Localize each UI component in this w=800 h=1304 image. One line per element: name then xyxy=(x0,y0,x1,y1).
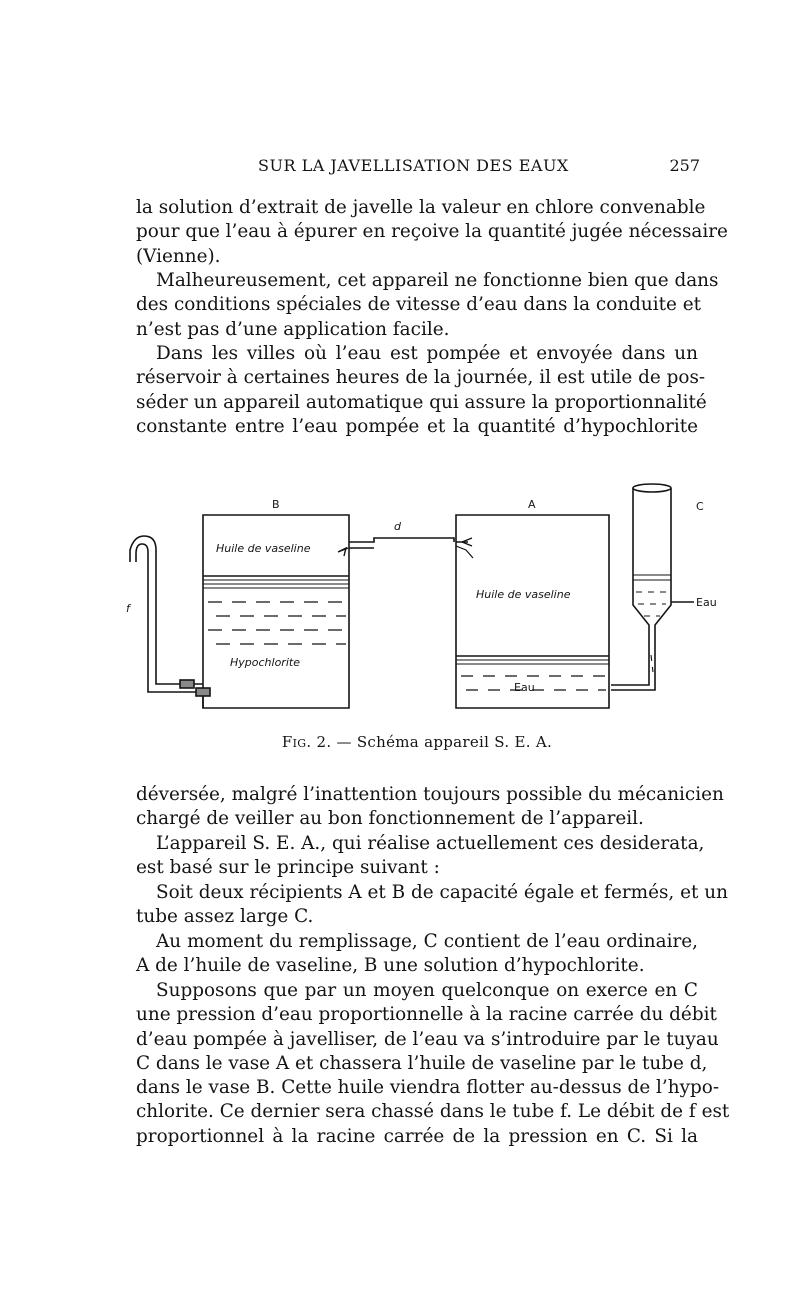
text-line: constante entre l’eau pompée et la quantité d’hypochlorite xyxy=(136,415,698,437)
label-hypochlorite: Hypochlorite xyxy=(230,656,300,669)
text-line: chargé de veiller au bon fonctionnement de l’appareil. xyxy=(136,808,644,830)
text-line: dans le vase B. Cette huile viendra flotter au-dessus de l’hypo- xyxy=(136,1077,720,1099)
text-line: est basé sur le principe suivant : xyxy=(136,857,440,879)
paragraph-6 xyxy=(136,881,728,930)
tube-c xyxy=(611,488,671,690)
text-line: A de l’huile de vaseline, B une solution d’hypochlorite. xyxy=(136,955,645,977)
running-header xyxy=(136,156,700,180)
text-line: déversée, malgré l’inattention toujours possible du mécanicien xyxy=(136,784,724,805)
text-line: chlorite. Ce dernier sera chassé dans le tube f. Le débit de f est xyxy=(136,1101,730,1123)
tube-d xyxy=(349,538,468,548)
paragraph-2 xyxy=(136,269,719,342)
label-eau-c: Eau xyxy=(696,596,717,609)
text-line: (Vienne). xyxy=(136,245,221,267)
label-b: B xyxy=(272,498,280,511)
paragraph-5 xyxy=(136,832,705,881)
label-c: C xyxy=(696,500,704,513)
paragraph-8 xyxy=(136,979,730,1149)
label-d: d xyxy=(394,520,401,533)
paragraph-1 xyxy=(136,196,728,269)
label-eau-a: Eau xyxy=(514,681,535,694)
caption-prefix: Fig. 2. xyxy=(281,733,332,751)
text-line: Dans les villes où l’eau est pompée et envoyée dans un xyxy=(156,343,698,364)
paragraph-4 xyxy=(136,783,724,832)
tube-f xyxy=(130,536,203,692)
text-line: n’est pas d’une application facile. xyxy=(136,318,450,340)
apparatus-diagram xyxy=(116,480,726,735)
text-line: L’appareil S. E. A., qui réalise actuellement ces desiderata, xyxy=(156,833,705,854)
caption-text: — Schéma appareil S. E. A. xyxy=(331,733,553,751)
text-line: pour que l’eau à épurer en reçoive la quantité jugée nécessaire xyxy=(136,221,728,243)
label-a: A xyxy=(528,498,536,511)
label-f: f xyxy=(126,602,130,615)
running-title: SUR LA JAVELLISATION DES EAUX xyxy=(258,156,569,175)
label-huile-a: Huile de vaseline xyxy=(476,588,571,601)
text-line: proportionnel à la racine carrée de la pression en C. Si la xyxy=(136,1125,698,1147)
text-line: tube assez large C. xyxy=(136,906,314,928)
text-line: Soit deux récipients A et B de capacité égale et fermés, et un xyxy=(156,882,728,903)
text-line: la solution d’extrait de javelle la valeur en chlore convenable xyxy=(136,197,706,218)
text-line: une pression d’eau proportionnelle à la racine carrée du débit xyxy=(136,1004,717,1026)
text-line: séder un appareil automatique qui assure la proportionnalité xyxy=(136,391,707,413)
apparatus-svg xyxy=(116,480,726,735)
text-line: des conditions spéciales de vitesse d’eau dans la conduite et xyxy=(136,294,702,316)
page-number: 257 xyxy=(669,156,700,175)
text-line: d’eau pompée à javelliser, de l’eau va s’introduire par le tuyau xyxy=(136,1028,719,1050)
paragraph-3 xyxy=(136,342,707,439)
text-line: C dans le vase A et chassera l’huile de vaseline par le tube d, xyxy=(136,1052,708,1074)
text-line: réservoir à certaines heures de la journée, il est utile de pos- xyxy=(136,367,706,389)
paragraph-7 xyxy=(136,930,698,979)
figure-caption xyxy=(136,733,698,751)
text-line: Au moment du remplissage, C contient de l’eau ordinaire, xyxy=(156,931,698,952)
text-line: Supposons que par un moyen quelconque on exerce en C xyxy=(156,980,698,1001)
vessel-a-outline xyxy=(456,515,609,708)
label-huile-b: Huile de vaseline xyxy=(216,542,311,555)
text-line: Malheureusement, cet appareil ne fonctionne bien que dans xyxy=(156,270,719,291)
